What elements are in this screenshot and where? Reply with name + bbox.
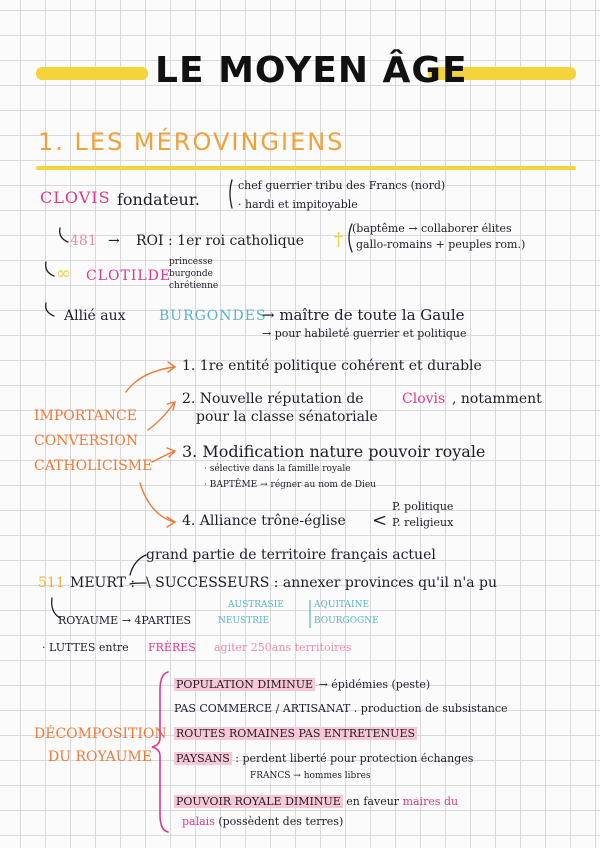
clotilde-name: CLOTILDE	[86, 268, 172, 284]
neustrie: NEUSTRIE	[218, 616, 270, 626]
point-2b: , notamment	[452, 391, 542, 407]
burgondes-result: → maître de toute la Gaule	[262, 306, 465, 324]
importance-label2: CONVERSION	[34, 433, 139, 449]
decomp-row5-maires: maires du	[402, 795, 459, 808]
bapteme-line1: (baptême → collaborer élites	[352, 222, 512, 235]
clotilde-desc3: chrétienne	[169, 281, 219, 291]
bourgogne: BOURGOGNE	[314, 616, 379, 626]
royaume-parts: ROYAUME → 4PARTIES	[58, 614, 192, 627]
clotilde-desc2: burgonde	[169, 269, 213, 279]
point-4a: P. politique	[392, 500, 454, 513]
point-2a: 2. Nouvelle réputation de	[182, 391, 364, 407]
decomposition-label1: DÉCOMPOSITION	[34, 726, 167, 742]
decomposition-label2: DU ROYAUME	[48, 749, 153, 765]
decomp-row3-highlight: ROUTES ROMAINES PAS ENTRETENUES	[176, 727, 416, 740]
decomp-row4c: FRANCS → hommes libres	[250, 771, 371, 781]
mort-line2: \ SUCCESSEURS : annexer provinces qu'il n'a pu	[146, 575, 498, 591]
point-4: 4. Alliance trône-église	[182, 513, 346, 529]
importance-label3: CATHOLICISME	[34, 458, 153, 474]
decomp-row5-detail: en faveur	[346, 795, 400, 808]
agiter: agiter 250ans territoires	[214, 641, 352, 654]
decomp-row5-palais: palais	[182, 815, 215, 828]
year-481: 481	[70, 233, 97, 249]
austrasie: AUSTRASIE	[228, 600, 284, 610]
page-title: LE MOYEN ÂGE	[155, 50, 468, 91]
clovis-desc2: · hardi et impitoyable	[238, 198, 358, 211]
point-3b: · BAPTÊME → régner au nom de Dieu	[204, 480, 376, 490]
year-511: 511	[38, 575, 65, 591]
point-4b: P. religieux	[392, 516, 454, 529]
mort-line1: grand partie de territoire français actuel	[146, 547, 436, 563]
decomp-row4-detail: : perdent liberté pour protection échanges	[235, 752, 474, 765]
aquitaine: AQUITAINE	[314, 600, 370, 610]
bapteme-line2: gallo-romains + peuples rom.)	[356, 238, 526, 251]
point-3: 3. Modification nature pouvoir royale	[182, 442, 486, 461]
decomp-row5-possedent: (possèdent des terres)	[218, 815, 344, 828]
allie-label: Allié aux	[64, 308, 126, 324]
clotilde-desc1: princesse	[169, 257, 213, 267]
decomp-row1-detail: → épidémies (peste)	[318, 678, 431, 691]
luttes-label: · LUTTES entre	[42, 641, 129, 654]
decomp-row2-label: PAS COMMERCE / ARTISANAT	[174, 702, 351, 715]
clovis-desc1: chef guerrier tribu des Francs (nord)	[238, 179, 446, 192]
importance-label1: IMPORTANCE	[34, 408, 137, 424]
cross-icon: †	[334, 229, 343, 250]
point-3a: · sélective dans la famille royale	[204, 464, 351, 474]
clovis-roi: ROI : 1er roi catholique	[136, 233, 305, 249]
burgondes-sub: → pour habileté guerrier et politique	[262, 327, 467, 340]
arrow-481: →	[108, 233, 120, 249]
clovis-name: CLOVIS	[40, 188, 111, 207]
section-heading: 1. LES MÉROVINGIENS	[38, 128, 345, 156]
meurt-label: MEURT :	[70, 575, 136, 591]
clovis-role: fondateur.	[117, 190, 200, 209]
point-2-clovis: Clovis	[402, 391, 446, 407]
point-1: 1. 1re entité politique cohérent et durable	[182, 358, 482, 374]
point-4-brace: <	[372, 510, 388, 531]
freres: FRÈRES	[148, 641, 196, 654]
decomp-row2-detail: . production de subsistance	[353, 702, 508, 715]
rings-icon: ∞	[56, 263, 71, 284]
point-2c: pour la classe sénatoriale	[196, 409, 378, 425]
decomp-row1-highlight: POPULATION DIMINUE	[176, 678, 314, 691]
decomp-row5-highlight: POUVOIR ROYALE DIMINUE	[176, 795, 341, 808]
burgondes-name: BURGONDES	[159, 308, 267, 324]
decomp-row4-highlight: PAYSANS	[176, 752, 230, 765]
